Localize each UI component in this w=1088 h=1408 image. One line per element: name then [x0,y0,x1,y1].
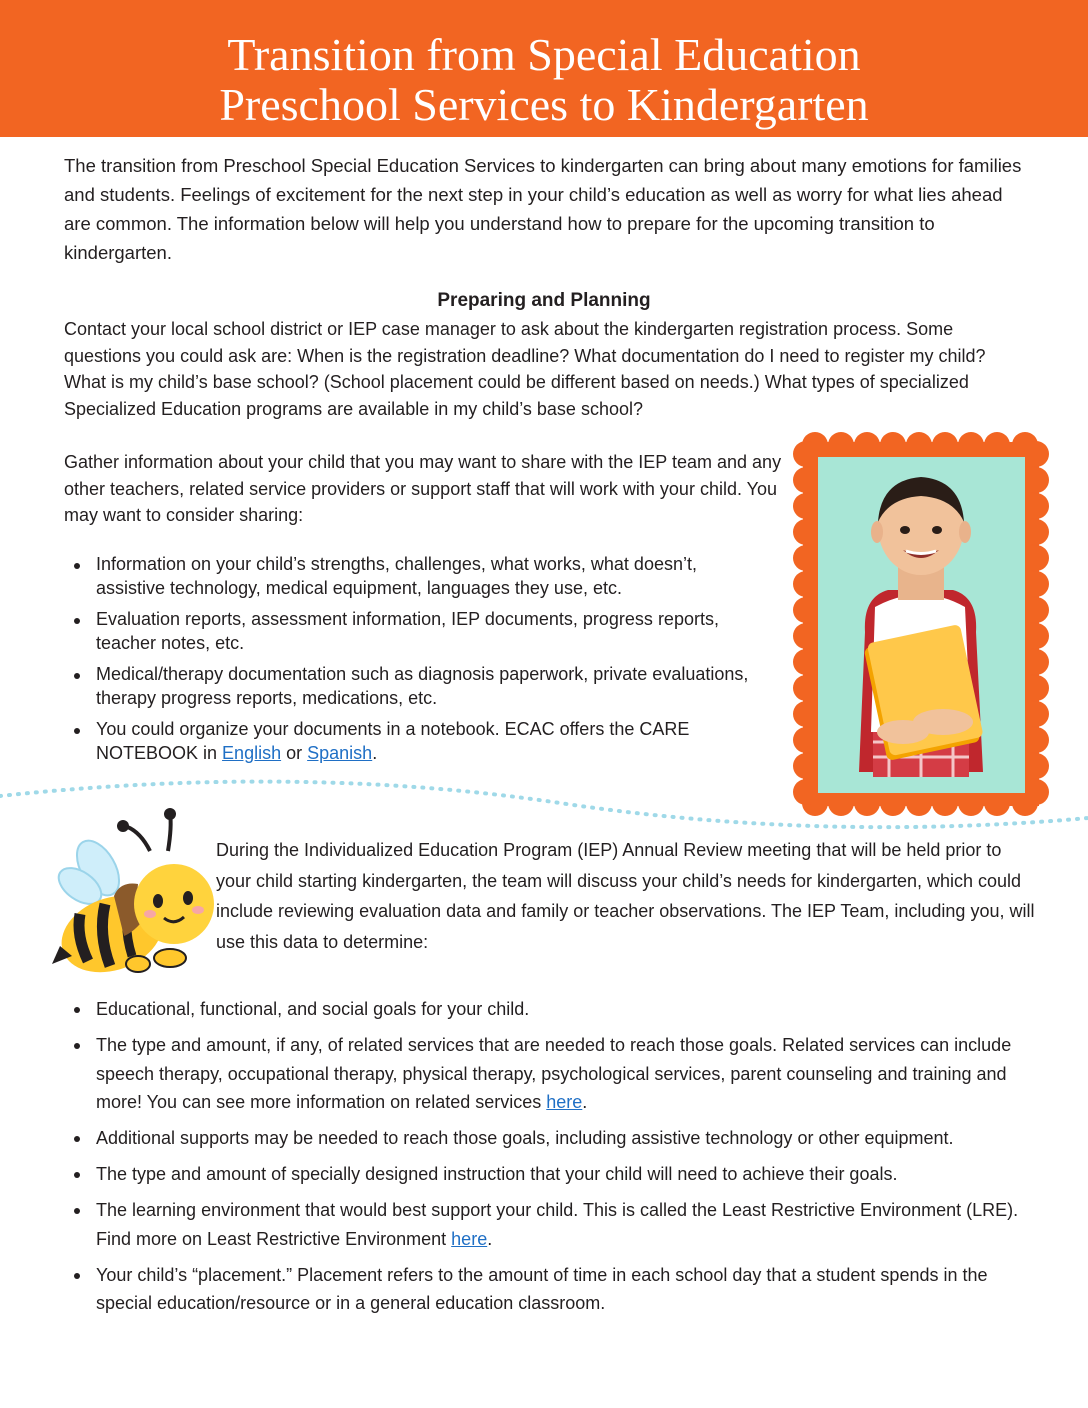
spanish-link[interactable]: Spanish [307,742,373,763]
intro-paragraph: The transition from Preschool Special Education Services to kindergarten can bring about many emotions for families and students. Feelings of excitement for the next step in your child’s education as well as worry for what lies ahead are common. The information below will help you understand how to prepare for the upcoming transition to kindergarten. [64,155,1022,263]
list-item: Evaluation reports, assessment information, IEP documents, progress reports, teacher notes, etc. [64,608,754,655]
bee-icon [50,806,220,981]
title-banner [0,0,1088,137]
title-line-2: Preschool Services to Kindergarten [219,79,869,130]
list-item: Medical/therapy documentation such as diagnosis paperwork, private evaluations, therapy progress reports, medications, etc. [64,663,754,710]
title-line-1: Transition from Special Education [227,29,861,80]
notebook-text: You could organize your documents in a notebook. ECAC offers the CARE NOTEBOOK in [96,719,690,763]
section-heading-preparing: Preparing and Planning [437,290,651,311]
related-services-text: The type and amount, if any, of related services that are needed to reach those goals. Related services can include speech therapy, occupational therapy, physical therapy, psychological services, parent counseling and training and more! You can see more information on related services [96,1035,1012,1112]
iep-review-paragraph: During the Individualized Education Program (IEP) Annual Review meeting that will be held prior to your child starting kindergarten, the team will discuss your child’s needs for kindergarten, which could include reviewing evaluation data and family or teacher observations. The IEP Team, including you, will use this data to determine: [216,840,1035,952]
list-item: Your child’s “placement.” Placement refers to the amount of time in each school day that a student spends in the special education/resource or in a general education classroom. [64,1261,1034,1318]
iep-determine-list [64,995,1034,1325]
child-illustration [859,477,984,777]
child-with-backpack-photo [793,432,1049,816]
english-link[interactable]: English [222,742,282,763]
lre-text: The learning environment that would best support your child. This is called the Least Restrictive Environment (LRE). Find more on Least Restrictive Environment [96,1200,1019,1249]
gather-paragraph: Gather information about your child that you may want to share with the IEP team and any other teachers, related service providers or support staff that will work with your child. You may want to consider sharing: [64,452,782,525]
list-item-related-services [64,1031,1034,1117]
period-text: . [582,1092,588,1112]
period-text: . [372,742,378,763]
preparing-paragraph: Contact your local school district or IEP case manager to ask about the kindergarten registration process. Some questions you could ask are: When is the registration deadline? What documentation do I need to register my child? What is my child’s base school? (School placement could be different based on needs.) What types of specialized Specialized Education programs are available in my child’s base school? [64,319,986,419]
lre-here-link[interactable]: here [451,1228,488,1249]
period-text: . [487,1228,493,1249]
list-item: Educational, functional, and social goals for your child. [64,995,1034,1024]
related-services-here-link[interactable]: here [546,1092,583,1112]
list-item: Additional supports may be needed to reach those goals, including assistive technology or other equipment. [64,1124,1034,1153]
sharing-list [64,553,754,773]
list-item: The type and amount of specially designed instruction that your child will need to achieve their goals. [64,1160,1034,1189]
list-item-notebook [64,718,754,765]
list-item: Information on your child’s strengths, challenges, what works, what doesn’t, assistive technology, medical equipment, languages they use, etc. [64,553,754,600]
page-title [0,30,1088,130]
or-text: or [286,742,303,763]
list-item-lre [64,1196,1034,1253]
